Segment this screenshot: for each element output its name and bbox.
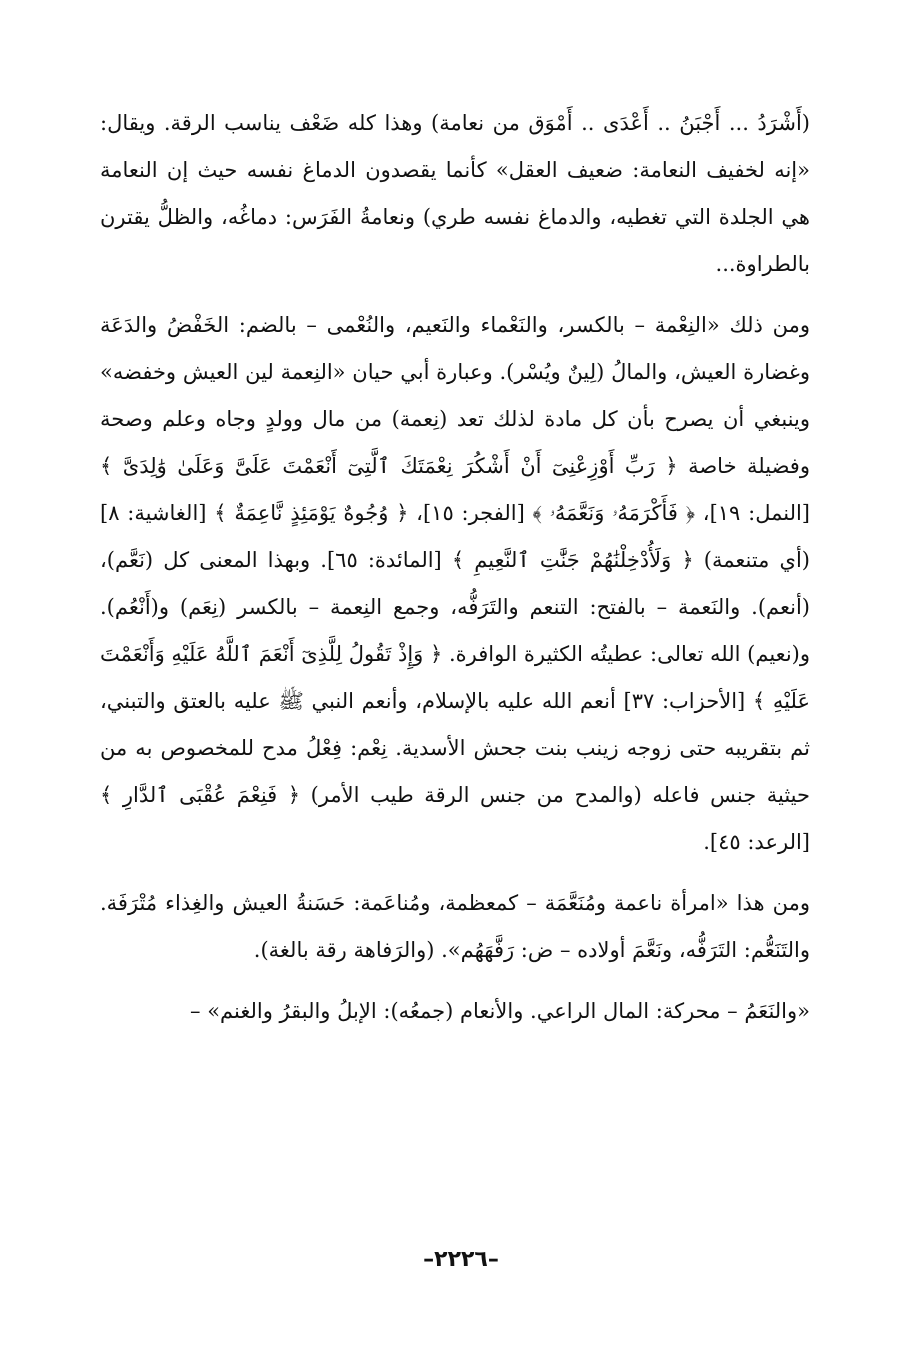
paragraph-3: ومن هذا «امرأة ناعمة ومُنَعَّمَة – كمعظمة، ومُناعَمة: حَسَنةُ العيش والغِذاء مُتْرَفَة. والتَنَعُّم: التَرَفُّه، ونَعَّمَ أولاده – ض: رَفَّهَهُم». (والرَفاهة رقة بالغة). xyxy=(100,891,810,962)
paragraph-1: (أَشْرَدُ ... أَجْبَنُ .. أَعْدَى .. أَمْوَق من نعامة) وهذا كله ضَعْف يناسب الرقة. ويقال: «إنه لخفيف النعامة: ضعيف العقل» كأنما يقصدون الدماغ نفسه حيث إن النعامة هي الجلدة التي تغطيه، والدماغ نفسه طري) ونعامةُ الفَرَس: دماغُه، والظلُّ يقترن بالطراوة... xyxy=(100,111,810,276)
paragraph-4: «والنَعَمُ – محركة: المال الراعي. والأنعام (جمعُه): الإبلُ والبقرُ والغنم» – xyxy=(190,999,810,1023)
page-number: –٢٢٢٦– xyxy=(423,1247,499,1272)
page-body xyxy=(100,100,810,1035)
paragraph-2: ومن ذلك «النِعْمة – بالكسر، والنَعْماء والنَعيم، والنُعْمى – بالضم: الخَفْضُ والدَعَة وغضارة العيش، والمالُ (لِينٌ ويُسْر). وعبارة أبي حيان «النِعمة لين العيش وخفضه» وينبغي أن يصرح بأن كل مادة لذلك تعد (نِعمة) من مال وولدٍ وجاه وعلم وصحة وفضيلة خاصة ﴿ رَبِّ أَوْزِعْنِىٓ أَنْ أَشْكُرَ نِعْمَتَكَ ٱلَّتِىٓ أَنْعَمْتَ عَلَىَّ وَعَلَىٰ وَٰلِدَىَّ ﴾ [النمل: ١٩]، ﴿ فَأَكْرَمَهُۥ وَنَعَّمَهُۥ ﴾ [الفجر: ١٥]، ﴿ وُجُوهٌ يَوْمَئِذٍ نَّاعِمَةٌ ﴾ [الغاشية: ٨] (أي متنعمة) ﴿ وَلَأُدْخِلْنَٰهُمْ جَنَّٰتِ ٱلنَّعِيمِ ﴾ [المائدة: ٦٥]. وبهذا المعنى كل (نَعَّم)، (أنعم). والنَعمة – بالفتح: التنعم والتَرَفُّه، وجمع النِعمة – بالكسر (نِعَم) و(أَنْعُم). و(نعيم) الله تعالى: عطيتُه الكثيرة الوافرة. ﴿ وَإِذْ تَقُولُ لِلَّذِىٓ أَنْعَمَ ٱللَّهُ عَلَيْهِ وَأَنْعَمْتَ عَلَيْهِ ﴾ [الأحزاب: ٣٧] أنعم الله عليه بالإسلام، وأنعم النبي ﷺ عليه بالعتق والتبني، ثم بتقريبه حتى زوجه زينب بنت جحش الأسدية. نِعْم: فِعْلُ مدح للمخصوص به من حيثية جنس فاعله (والمدح من جنس الرقة طيب الأمر) ﴿ فَنِعْمَ عُقْبَى ٱلدَّارِ ﴾ [الرعد: ٤٥]. xyxy=(100,313,811,854)
